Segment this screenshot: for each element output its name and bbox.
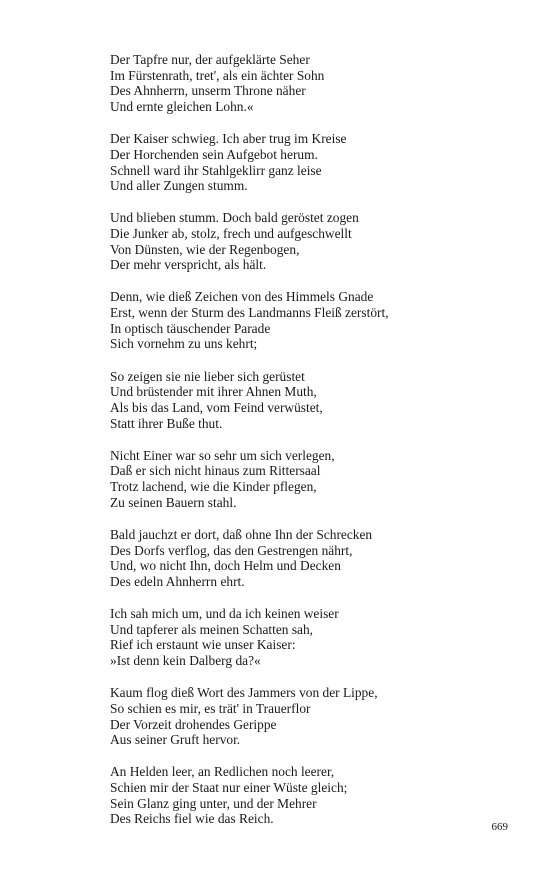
verse-line: Nicht Einer war so sehr um sich verlegen,: [110, 447, 335, 463]
verse-line: Von Dünsten, wie der Regenbogen,: [110, 241, 300, 257]
verse-line: Und aller Zungen stumm.: [110, 178, 248, 194]
stanza: [110, 764, 530, 827]
verse-line: Ich sah mich um, und da ich keinen weiser: [110, 605, 339, 621]
verse-line: Daß er sich nicht hinaus zum Rittersaal: [110, 463, 321, 479]
verse-line: Des edeln Ahnherrn ehrt.: [110, 573, 245, 589]
verse-line: An Helden leer, an Redlichen noch leerer,: [110, 764, 335, 780]
verse-line: Im Fürstenrath, tret', als ein ächter Sohn: [110, 67, 325, 83]
verse-line: »Ist denn kein Dalberg da?«: [110, 653, 261, 669]
poem-body: [110, 52, 530, 843]
verse-line: Erst, wenn der Sturm des Landmanns Fleiß zerstört,: [110, 305, 389, 321]
verse-line: Und tapferer als meinen Schatten sah,: [110, 621, 314, 637]
stanza: [110, 289, 530, 352]
verse-line: Denn, wie dieß Zeichen von des Himmels Gnade: [110, 289, 374, 305]
verse-line: Und, wo nicht Ihn, doch Helm und Decken: [110, 558, 341, 574]
verse-line: Der mehr verspricht, als hält.: [110, 257, 267, 273]
verse-line: Zu seinen Bauern stahl.: [110, 494, 237, 510]
verse-line: Kaum flog dieß Wort des Jammers von der Lippe,: [110, 685, 378, 701]
verse-line: Der Kaiser schwieg. Ich aber trug im Kreise: [110, 131, 347, 147]
verse-line: Der Vorzeit drohendes Gerippe: [110, 716, 277, 732]
verse-line: Als bis das Land, vom Feind verwüstet,: [110, 399, 323, 415]
verse-line: Aus seiner Gruft hervor.: [110, 732, 241, 748]
verse-line: Des Reichs fiel wie das Reich.: [110, 811, 274, 827]
verse-line: Und ernte gleichen Lohn.«: [110, 99, 254, 115]
verse-line: Und blieben stumm. Doch bald geröstet zogen: [110, 210, 359, 226]
stanza: [110, 369, 530, 432]
verse-line: Und brüstender mit ihrer Ahnen Muth,: [110, 384, 317, 400]
stanza: [110, 131, 530, 194]
verse-line: Schien mir der Staat nur einer Wüste gleich;: [110, 779, 348, 795]
verse-line: Bald jauchzt er dort, daß ohne Ihn der Schrecken: [110, 526, 373, 542]
verse-line: In optisch täuschender Parade: [110, 320, 271, 336]
stanza: [110, 210, 530, 273]
verse-line: Des Ahnherrn, unserm Throne näher: [110, 83, 306, 99]
stanza: [110, 606, 530, 669]
stanza: [110, 685, 530, 748]
page-number: 669: [491, 821, 508, 833]
stanza: [110, 527, 530, 590]
stanza: [110, 52, 530, 115]
verse-line: Der Tapfre nur, der aufgeklärte Seher: [110, 52, 310, 67]
verse-line: Sein Glanz ging unter, und der Mehrer: [110, 795, 317, 811]
verse-line: Schnell ward ihr Stahlgeklirr ganz leise: [110, 162, 322, 178]
verse-line: Des Dorfs verflog, das den Gestrengen nährt,: [110, 542, 353, 558]
verse-line: So zeigen sie nie lieber sich gerüstet: [110, 368, 305, 384]
verse-line: Statt ihrer Buße thut.: [110, 415, 223, 431]
verse-line: So schien es mir, es trät' in Trauerflor: [110, 700, 311, 716]
verse-line: Trotz lachend, wie die Kinder pflegen,: [110, 479, 317, 495]
verse-line: Rief ich erstaunt wie unser Kaiser:: [110, 637, 296, 653]
verse-line: Der Horchenden sein Aufgebot herum.: [110, 146, 318, 162]
verse-line: Die Junker ab, stolz, frech und aufgeschwellt: [110, 225, 352, 241]
verse-line: Sich vornehm zu uns kehrt;: [110, 336, 258, 352]
stanza: [110, 448, 530, 511]
